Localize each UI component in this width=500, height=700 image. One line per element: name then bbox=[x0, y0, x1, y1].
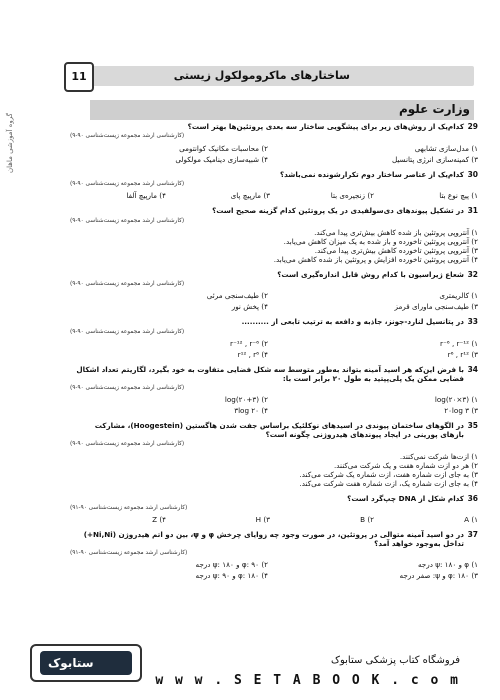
option: ۲) B bbox=[360, 515, 374, 525]
option: ۳) آنتروپی پروتئین تاخورده کاهش بیش‌تری پیدا می‌کند. bbox=[314, 245, 478, 255]
chapter-title: ساختارهای ماکرومولکول زیستی bbox=[173, 69, 350, 82]
option: ۳) مارپیچ پای bbox=[230, 191, 270, 201]
side-text: گروه آموزشی ماهان bbox=[6, 113, 14, 173]
question-source: (کارشناسی ارشد مجموعه زیست‌شناسی ۹۰-۹) bbox=[70, 441, 185, 448]
option: ۱) A bbox=[464, 515, 478, 525]
question-32 bbox=[70, 270, 478, 312]
question-number: 35 bbox=[467, 421, 478, 431]
question-29 bbox=[70, 122, 478, 164]
logo-text: ستابوک bbox=[48, 656, 94, 670]
question-number: 32 bbox=[467, 269, 478, 279]
question-source: (کارشناسی ارشد مجموعه زیست‌شناسی ۹۰-۹) bbox=[70, 281, 185, 288]
option: ۲) محاسبات مکانیک کوانتومی bbox=[179, 143, 268, 153]
question-source: (کارشناسی ارشد مجموعه زیست‌شناسی ۹۰-۹۱) bbox=[70, 504, 188, 511]
option: ۲) آنتروپی پروتئین تاخورده و باز شده به یک میزان کاهش می‌یابد. bbox=[283, 236, 478, 246]
option: ۱) ازت‌ها شرکت نمی‌کنند. bbox=[399, 451, 478, 461]
option: ۳) ۲۰log ۳ bbox=[444, 406, 478, 416]
option: ۱) r⁻⁶ , r⁻¹² bbox=[440, 339, 478, 349]
option: ۱) آنتروپی پروتئین باز شده کاهش بیش‌تری پیدا می‌کند. bbox=[314, 227, 478, 237]
question-text: در تشکیل پیوندهای دی‌سولفیدی در یک پروتئین کدام گزینه صحیح است؟ bbox=[212, 206, 464, 216]
page-number: 11 bbox=[64, 62, 94, 92]
option: ۲) زنجیره‌ی بتا bbox=[330, 191, 374, 201]
question-text: با فرض این‌که هر اسید آمینه بتواند به‌طور متوسط سه شکل فضایی متفاوت به خود بگیرد، لگاریتم تعداد اشکال فضایی ممکن یک پلی‌پپتید به طول ۲۰ برابر است با: bbox=[76, 365, 464, 384]
question-source: (کارشناسی ارشد مجموعه زیست‌شناسی ۹۰-۹) bbox=[70, 385, 185, 392]
question-source: (کارشناسی ارشد مجموعه زیست‌شناسی ۹۰-۹) bbox=[70, 180, 185, 187]
option: ۴) مارپیچ آلفا bbox=[126, 191, 166, 201]
question-number: 30 bbox=[467, 169, 478, 179]
option: ۴) ۳log ۲۰ bbox=[234, 406, 268, 416]
option: ۱) log(۲۰×۳) bbox=[434, 395, 478, 405]
store-logo[interactable] bbox=[30, 644, 142, 682]
store-url[interactable]: w w w . S E T A B O O K . c o m bbox=[155, 673, 460, 688]
question-33 bbox=[70, 317, 478, 359]
option: ۳) φ: ۱۸۰ و ψ: صفر درجه bbox=[399, 571, 478, 581]
option: ۲) هر دو ازت شماره هفت و یک شرکت می‌کنند. bbox=[333, 460, 478, 470]
option: ۴) r¹² , r⁶ bbox=[237, 350, 268, 360]
option: ۳) طیف‌سنجی ماورای قرمز bbox=[394, 302, 478, 312]
option: ۴) φ: ۱۸۰ و ψ: ۹۰ درجه bbox=[195, 571, 268, 581]
option: ۴) آنتروپی پروتئین تاخورده افزایش و پروتئین باز شده کاهش می‌یابد. bbox=[273, 254, 478, 264]
option: ۳) H bbox=[255, 515, 270, 525]
question-text: در الگوهای ساختمان پیوندی در اسیدهای نوکلئیک براساس جفت شدن هاگستین (Hoogestein)، مشارکت بازهای پورینی در ایجاد پیوندهای هیدروژنی چگونه است؟ bbox=[94, 421, 464, 440]
footer bbox=[0, 638, 500, 700]
question-source: (کارشناسی ارشد مجموعه زیست‌شناسی ۹۰-۹) bbox=[70, 217, 185, 224]
question-text: کدام‌یک از روش‌های زیر برای پیشگویی ساختار سه بعدی پروتئین‌ها بهتر است؟ bbox=[187, 122, 464, 131]
question-37 bbox=[70, 530, 478, 580]
option: ۱) پیچ نوع بتا bbox=[439, 191, 478, 201]
question-text: کدام شکل از DNA چپ‌گرد است؟ bbox=[347, 493, 464, 503]
option: ۱) φ و ψ: ۱۸۰ درجه bbox=[417, 560, 478, 570]
question-number: 33 bbox=[467, 317, 478, 327]
question-35 bbox=[70, 421, 478, 487]
option: ۳) r⁶ , r¹² bbox=[447, 350, 478, 360]
option: ۲) φ: ۹۰ و ψ: ۱۸۰ درجه bbox=[195, 560, 268, 570]
question-text: در دو اسید آمینه متوالی در پروتئین، در صورت وجود چه زوایای چرخش φ و ψ، بین دو اتم هیدروژن (Ni,Ni+) تداخل به‌وجود خواهد آمد؟ bbox=[83, 530, 464, 549]
question-number: 37 bbox=[467, 530, 478, 540]
option: ۴) شبیه‌سازی دینامیک مولکولی bbox=[175, 154, 268, 164]
question-34 bbox=[70, 365, 478, 415]
option: ۱) کالریمتری bbox=[439, 291, 478, 301]
option: ۲) طیف‌سنجی مرئی bbox=[206, 291, 268, 301]
option: ۳) به جای ازت شماره هفت، ازت شماره یک شرکت می‌کند. bbox=[299, 469, 478, 479]
option: ۲) log(۲۰+۳) bbox=[224, 395, 268, 405]
option: ۳) کمینه‌سازی انرژی پتانسیل bbox=[391, 154, 478, 164]
question-text: شعاع ژیراسیون با کدام روش قابل اندازه‌گیری است؟ bbox=[277, 269, 464, 279]
question-36 bbox=[70, 494, 478, 525]
question-31 bbox=[70, 206, 478, 264]
question-text: کدام‌یک از عناصر ساختار دوم تکرارشونده نمی‌باشد؟ bbox=[279, 169, 464, 179]
option: ۴) به جای ازت شماره یک، ازت شماره هفت شرکت می‌کند. bbox=[299, 478, 478, 488]
option: ۴) Z bbox=[152, 515, 166, 525]
question-source: (کارشناسی ارشد مجموعه زیست‌شناسی ۹۰-۹۱) bbox=[70, 550, 188, 557]
option: ۱) مدل‌سازی تشابهی bbox=[414, 143, 478, 153]
question-number: 31 bbox=[467, 206, 478, 216]
questions-container bbox=[70, 122, 478, 586]
question-number: 34 bbox=[467, 365, 478, 375]
option: ۲) r⁻¹² , r⁻⁶ bbox=[230, 339, 268, 349]
question-30 bbox=[70, 170, 478, 201]
section-title: وزارت علوم bbox=[398, 102, 470, 116]
question-number: 36 bbox=[467, 493, 478, 503]
question-text: در پتانسیل لنارد-جونز، جاذبه و دافعه به ترتیب تابعی از .......... bbox=[241, 317, 464, 327]
question-source: (کارشناسی ارشد مجموعه زیست‌شناسی ۹۰-۹) bbox=[70, 328, 185, 335]
option: ۴) پخش نور bbox=[231, 302, 268, 312]
question-source: (کارشناسی ارشد مجموعه زیست‌شناسی ۹۰-۹) bbox=[70, 133, 185, 140]
store-title: فروشگاه کتاب پزشکی ستابوک bbox=[331, 655, 460, 666]
question-number: 29 bbox=[467, 122, 478, 131]
